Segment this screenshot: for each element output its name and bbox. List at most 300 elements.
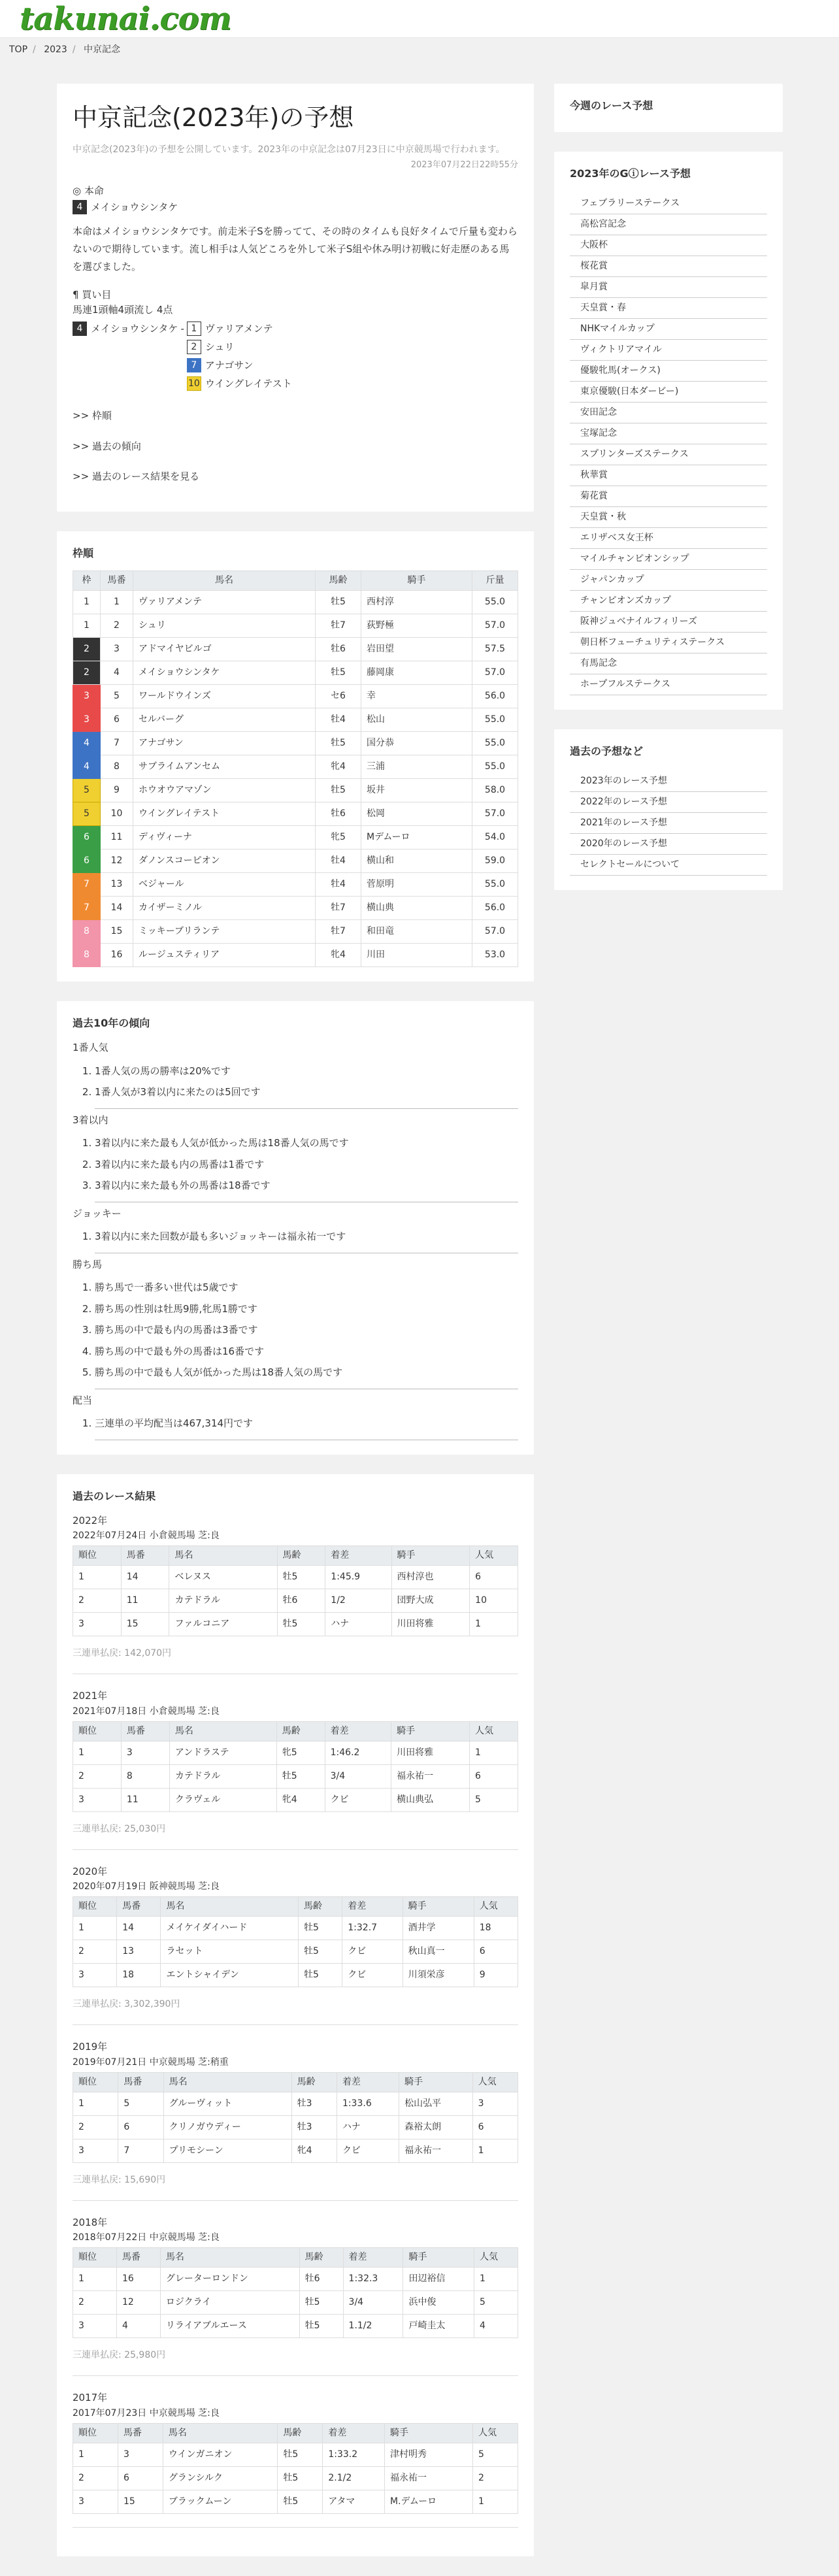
result-info: 2019年07月21日 中京競馬場 芝:稍重	[73, 2056, 229, 2068]
table-cell: 1:33.2	[323, 2443, 385, 2466]
table-cell: ラセット	[161, 1940, 299, 1964]
table-cell: 牡6	[277, 1589, 325, 1613]
table-cell: 14	[121, 1566, 169, 1589]
table-cell: 8	[73, 944, 101, 967]
table-cell: 55.0	[472, 591, 518, 614]
trend-item: 3. 勝ち馬の中で最も内の馬番は3番です	[95, 1319, 518, 1341]
table-cell: クビ	[325, 1788, 391, 1811]
trend-category-name: 勝ち馬	[73, 1258, 103, 1270]
table-row	[73, 685, 518, 708]
entries-card	[57, 531, 534, 982]
result-col: 人気	[470, 1546, 518, 1566]
honmei-name: メイショウシンタケ	[91, 201, 178, 213]
result-col: 馬齢	[276, 1721, 325, 1741]
main-content	[57, 84, 534, 2576]
table-cell: 57.0	[472, 614, 518, 638]
table-row	[73, 661, 518, 685]
table-row	[73, 1589, 518, 1613]
result-col: 順位	[73, 2072, 118, 2092]
result-col: 着差	[343, 2248, 403, 2268]
partner-name: シュリ	[205, 340, 235, 353]
col-name: 馬名	[133, 571, 316, 591]
trend-item: 5. 勝ち馬の中で最も人気が低かった馬は18番人気の馬です	[95, 1362, 518, 1383]
table-cell: 11	[121, 1788, 169, 1811]
table-cell: 3	[73, 1788, 122, 1811]
result-col: 着差	[323, 2423, 385, 2443]
table-cell: 牝4	[276, 1788, 325, 1811]
table-cell: メイショウシンタケ	[133, 661, 316, 685]
table-cell: 1	[472, 2139, 518, 2162]
result-col: 馬名	[163, 2072, 291, 2092]
table-cell: ワールドウインズ	[133, 685, 316, 708]
link-trends[interactable]: >> 過去の傾向	[73, 440, 141, 452]
table-row	[73, 2291, 518, 2315]
table-cell: プリモシーン	[163, 2139, 291, 2162]
result-col: 着差	[337, 2072, 399, 2092]
col-number: 馬番	[101, 571, 133, 591]
table-cell: ベレヌス	[169, 1566, 277, 1589]
g1-card	[554, 152, 783, 710]
table-cell: 56.0	[472, 685, 518, 708]
results-list	[73, 1513, 518, 2528]
table-row	[73, 1964, 518, 1987]
table-cell: 11	[121, 1589, 169, 1613]
weekly-card	[554, 84, 783, 132]
trends-heading: 過去10年の傾向	[73, 1017, 150, 1029]
table-cell: メイケイダイハード	[161, 1917, 299, 1940]
table-cell: 福永祐一	[399, 2139, 472, 2162]
table-cell: Mデムーロ	[361, 826, 472, 850]
result-col: 人気	[470, 1721, 518, 1741]
table-cell: シュリ	[133, 614, 316, 638]
sidebar-link[interactable]: 桜花賞	[570, 256, 767, 277]
payout: 三連単払戻: 3,302,390円	[73, 1999, 180, 2009]
sidebar-link[interactable]: ホープフルステークス	[570, 674, 767, 695]
result-table	[73, 1896, 518, 1987]
result-col: 馬番	[121, 1721, 169, 1741]
table-cell: 14	[117, 1917, 161, 1940]
col-age: 馬齢	[316, 571, 361, 591]
result-table	[73, 1545, 518, 1636]
table-cell: 18	[474, 1917, 518, 1940]
table-cell: 54.0	[472, 826, 518, 850]
table-cell: 牝5	[276, 1741, 325, 1764]
table-cell: 1	[73, 614, 101, 638]
result-col: 順位	[73, 1721, 122, 1741]
sidebar-link[interactable]: 2023年のレース予想	[570, 771, 767, 792]
honmei-horse	[73, 198, 518, 216]
table-cell: ベジャール	[133, 873, 316, 897]
sidebar-link[interactable]: 阪神ジュベナイルフィリーズ	[570, 612, 767, 633]
table-cell: 2	[73, 1764, 122, 1788]
table-row	[73, 826, 518, 850]
trend-item: 1. 勝ち馬で一番多い世代は5歳です	[95, 1277, 518, 1298]
table-row	[73, 1940, 518, 1964]
results-card	[57, 1474, 534, 2556]
sidebar-link[interactable]: 宝塚記念	[570, 423, 767, 444]
section-links	[73, 408, 518, 484]
result-col: 馬名	[160, 2248, 299, 2268]
breadcrumb-year[interactable]: 2023	[44, 44, 67, 55]
table-cell: ウイングレイテスト	[133, 802, 316, 826]
table-cell: 1	[73, 2268, 117, 2291]
payout: 三連単払戻: 25,030円	[73, 1823, 166, 1834]
table-cell: グランシルク	[163, 2466, 278, 2490]
table-cell: 牡7	[316, 920, 361, 944]
trend-item: 1. 3着以内に来た最も人気が低かった馬は18番人気の馬です	[95, 1132, 518, 1154]
ticket-icon: ¶	[73, 289, 79, 301]
sidebar-link[interactable]: 高松宮記念	[570, 214, 767, 235]
table-row	[73, 2466, 518, 2490]
result-col: 馬齢	[299, 1897, 342, 1917]
table-cell: アドマイヤビルゴ	[133, 638, 316, 661]
sidebar-link[interactable]: 2020年のレース予想	[570, 834, 767, 855]
table-cell: 15	[101, 920, 133, 944]
table-cell: 15	[118, 2490, 163, 2513]
table-cell: 1	[73, 2443, 118, 2466]
result-col: 騎手	[391, 1721, 470, 1741]
table-cell: クビ	[342, 1964, 403, 1987]
trend-item: 2. 3着以内に来た最も内の馬番は1番です	[95, 1154, 518, 1176]
table-cell: 牡5	[278, 2490, 323, 2513]
table-cell: セ6	[316, 685, 361, 708]
table-cell: 2	[473, 2466, 518, 2490]
table-cell: 川田	[361, 944, 472, 967]
table-cell: 5	[473, 2443, 518, 2466]
link-results[interactable]: >> 過去のレース結果を見る	[73, 471, 200, 483]
sidebar-link[interactable]: 東京優駿(日本ダービー)	[570, 382, 767, 403]
table-cell: 6	[101, 708, 133, 732]
sidebar-link[interactable]: 大阪杯	[570, 235, 767, 256]
table-cell: 7	[118, 2139, 163, 2162]
result-col: 騎手	[391, 1546, 470, 1566]
table-cell: 6	[118, 2466, 163, 2490]
table-cell: 横山典弘	[391, 1788, 470, 1811]
table-cell: 2	[73, 2466, 118, 2490]
table-cell: 横山和	[361, 850, 472, 873]
table-row	[73, 2268, 518, 2291]
table-cell: 53.0	[472, 944, 518, 967]
result-col: 馬番	[121, 1546, 169, 1566]
result-block	[73, 1864, 518, 2026]
table-cell: 55.0	[472, 732, 518, 755]
table-cell: 12	[116, 2291, 160, 2315]
result-col: 馬齢	[299, 2248, 343, 2268]
table-cell: サブライムアンセム	[133, 755, 316, 779]
table-cell: 2	[101, 614, 133, 638]
table-cell: 松岡	[361, 802, 472, 826]
table-cell: 牡5	[316, 591, 361, 614]
g1-heading: 2023年のGⓘレース予想	[570, 167, 691, 180]
table-cell: 13	[117, 1940, 161, 1964]
table-cell: 2	[73, 661, 101, 685]
table-cell: 牡4	[316, 708, 361, 732]
table-cell: 牡6	[316, 802, 361, 826]
table-cell: 岩田望	[361, 638, 472, 661]
sidebar-link[interactable]: エリザベス女王杯	[570, 528, 767, 549]
link-entries[interactable]: >> 枠順	[73, 410, 112, 422]
sidebar-link[interactable]: マイルチャンピオンシップ	[570, 549, 767, 570]
horse-number-badge: 1	[187, 322, 201, 336]
result-table	[73, 1721, 518, 1812]
table-cell: カテドラル	[169, 1764, 276, 1788]
sidebar-link[interactable]: 朝日杯フューチュリティステークス	[570, 633, 767, 653]
table-cell: 秋山真一	[403, 1940, 474, 1964]
trend-category-name: 配当	[73, 1394, 93, 1406]
site-logo[interactable]: takunai.com	[20, 1, 231, 37]
sidebar-link[interactable]: NHKマイルカップ	[570, 319, 767, 340]
table-cell: 戸崎圭太	[403, 2315, 474, 2338]
table-cell: 13	[101, 873, 133, 897]
site-header	[0, 0, 839, 38]
result-year: 2021年	[73, 1690, 108, 1702]
sidebar-link[interactable]: 秋華賞	[570, 465, 767, 486]
trend-category-name: 1番人気	[73, 1042, 108, 1053]
table-cell: 3	[73, 2139, 118, 2162]
table-cell: 団野大成	[391, 1589, 470, 1613]
result-col: 順位	[73, 2423, 118, 2443]
table-cell: クビ	[337, 2139, 399, 2162]
trend-items	[95, 1226, 518, 1253]
table-cell: 3	[73, 1613, 122, 1636]
table-cell: 2.1/2	[323, 2466, 385, 2490]
weekly-heading[interactable]: 今週のレース予想	[570, 99, 653, 112]
table-cell: 津村明秀	[385, 2443, 473, 2466]
table-cell: 3	[101, 638, 133, 661]
result-col: 騎手	[385, 2423, 473, 2443]
trend-item: 1. 1番人気の馬の勝率は20%です	[95, 1061, 518, 1082]
sidebar-link[interactable]: 優駿牝馬(オークス)	[570, 361, 767, 382]
table-row	[73, 2315, 518, 2338]
table-cell: 3	[73, 2490, 118, 2513]
trend-item: 4. 勝ち馬の中で最も外の馬番は16番です	[95, 1341, 518, 1362]
breadcrumb-top[interactable]: TOP	[9, 44, 28, 55]
entries-table	[73, 570, 518, 967]
table-cell: ロジクライ	[160, 2291, 299, 2315]
result-col: 順位	[73, 1546, 122, 1566]
table-cell: ファルコニア	[169, 1613, 277, 1636]
table-cell: リライアブルエース	[160, 2315, 299, 2338]
result-block	[73, 1689, 518, 1850]
table-cell: 11	[101, 826, 133, 850]
table-cell: 松山弘平	[399, 2092, 472, 2115]
table-cell: グルーヴィット	[163, 2092, 291, 2115]
table-cell: 18	[117, 1964, 161, 1987]
table-cell: 9	[101, 779, 133, 802]
table-cell: 15	[121, 1613, 169, 1636]
table-cell: 酒井学	[403, 1917, 474, 1940]
table-cell: 16	[101, 944, 133, 967]
prediction-card	[57, 84, 534, 512]
table-cell: 牡5	[299, 2291, 343, 2315]
table-row	[73, 614, 518, 638]
table-cell: 59.0	[472, 850, 518, 873]
bet-type: 馬連1頭軸4頭流し 4点	[73, 303, 173, 316]
trend-item: 2. 1番人気が3着以内に来たのは5回です	[95, 1082, 518, 1103]
sidebar-link[interactable]: ジャパンカップ	[570, 570, 767, 591]
table-cell: 菅原明	[361, 873, 472, 897]
table-cell: ハナ	[325, 1613, 391, 1636]
table-cell: 三浦	[361, 755, 472, 779]
result-info: 2017年07月23日 中京競馬場 芝:良	[73, 2407, 220, 2419]
sidebar-link[interactable]: 安田記念	[570, 403, 767, 423]
table-cell: 牡3	[291, 2115, 337, 2139]
table-cell: 牡5	[299, 2315, 343, 2338]
table-cell: 川須栄彦	[403, 1964, 474, 1987]
result-col: 騎手	[403, 2248, 474, 2268]
col-weight: 斤量	[472, 571, 518, 591]
table-cell: 10	[470, 1589, 518, 1613]
table-cell: 1/2	[325, 1589, 391, 1613]
payout: 三連単払戻: 15,690円	[73, 2174, 166, 2185]
table-cell: 1:32.3	[343, 2268, 403, 2291]
page-title: 中京記念(2023年)の予想	[73, 103, 354, 132]
table-cell: 1	[73, 591, 101, 614]
table-row	[73, 2115, 518, 2139]
table-cell: 牡5	[316, 661, 361, 685]
table-cell: 5	[73, 779, 101, 802]
table-cell: カテドラル	[169, 1589, 277, 1613]
table-cell: 1:46.2	[325, 1741, 391, 1764]
table-cell: 牡7	[316, 614, 361, 638]
table-cell: 1	[470, 1613, 518, 1636]
table-cell: 藤岡康	[361, 661, 472, 685]
table-cell: 6	[73, 850, 101, 873]
table-cell: M.デムーロ	[385, 2490, 473, 2513]
star-icon: ◎	[73, 184, 82, 197]
table-row	[73, 944, 518, 967]
table-cell: 6	[118, 2115, 163, 2139]
table-cell: 3	[472, 2092, 518, 2115]
table-cell: 牡5	[299, 1917, 342, 1940]
table-cell: 1	[101, 591, 133, 614]
result-col: 人気	[474, 1897, 518, 1917]
table-cell: 57.0	[472, 661, 518, 685]
table-cell: 牡5	[276, 1764, 325, 1788]
table-cell: 3	[73, 708, 101, 732]
result-year: 2017年	[73, 2392, 108, 2403]
table-cell: 2	[73, 638, 101, 661]
past-heading: 過去の予想など	[570, 745, 644, 757]
table-row	[73, 2490, 518, 2513]
table-cell: 牡6	[299, 2268, 343, 2291]
table-cell: 5	[73, 802, 101, 826]
sidebar-link[interactable]: 天皇賞・春	[570, 298, 767, 319]
table-cell: ウインガニオン	[163, 2443, 278, 2466]
result-info: 2020年07月19日 阪神競馬場 芝:良	[73, 1881, 220, 1892]
table-cell: カイザーミノル	[133, 897, 316, 920]
table-row	[73, 802, 518, 826]
table-cell: 8	[121, 1764, 169, 1788]
article-date: 2023年07月22日22時55分	[410, 160, 518, 171]
sidebar-link[interactable]: セレクトセールについて	[570, 855, 767, 876]
col-jockey: 騎手	[361, 571, 472, 591]
table-cell: 6	[73, 826, 101, 850]
table-cell: 牡5	[299, 1964, 342, 1987]
table-cell: 牡5	[316, 732, 361, 755]
result-col: 馬名	[161, 1897, 299, 1917]
result-info: 2022年07月24日 小倉競馬場 芝:良	[73, 1530, 220, 1541]
sidebar-link[interactable]: 有馬記念	[570, 653, 767, 674]
table-row	[73, 1788, 518, 1811]
table-cell: 7	[73, 873, 101, 897]
table-row	[73, 850, 518, 873]
result-col: 騎手	[403, 1897, 474, 1917]
sidebar-link[interactable]: チャンピオンズカップ	[570, 591, 767, 612]
table-cell: 福永祐一	[391, 1764, 470, 1788]
sidebar-link[interactable]: 菊花賞	[570, 486, 767, 507]
table-cell: ミッキーブリランテ	[133, 920, 316, 944]
table-row	[73, 873, 518, 897]
table-cell: 荻野極	[361, 614, 472, 638]
table-cell: セルバーグ	[133, 708, 316, 732]
table-cell: 福永祐一	[385, 2466, 473, 2490]
table-cell: 幸	[361, 685, 472, 708]
table-row	[73, 2443, 518, 2466]
sidebar-link[interactable]: スプリンターズステークス	[570, 444, 767, 465]
past-card	[554, 729, 783, 890]
result-col: 人気	[472, 2072, 518, 2092]
col-frame: 枠	[73, 571, 101, 591]
table-row	[73, 732, 518, 755]
table-cell: クラヴェル	[169, 1788, 276, 1811]
result-info: 2021年07月18日 小倉競馬場 芝:良	[73, 1706, 220, 1717]
result-year: 2019年	[73, 2041, 108, 2053]
sidebar-link[interactable]: ヴィクトリアマイル	[570, 340, 767, 361]
trend-category	[73, 1206, 518, 1253]
table-cell: ハナ	[337, 2115, 399, 2139]
table-cell: 川田将雅	[391, 1613, 470, 1636]
table-cell: 6	[470, 1764, 518, 1788]
result-year: 2022年	[73, 1514, 108, 1527]
trend-category	[73, 1040, 518, 1109]
partner-name: ヴァリアメンテ	[205, 322, 273, 335]
result-info: 2018年07月22日 中京競馬場 芝:良	[73, 2232, 220, 2243]
table-cell: 10	[101, 802, 133, 826]
table-cell: 西村淳也	[391, 1566, 470, 1589]
entries-heading: 枠順	[73, 547, 94, 559]
sidebar-link[interactable]: 天皇賞・秋	[570, 507, 767, 528]
table-cell: 4	[101, 661, 133, 685]
table-cell: 牡5	[299, 1940, 342, 1964]
table-cell: 牡4	[316, 873, 361, 897]
table-cell: 森裕太朗	[399, 2115, 472, 2139]
sidebar-link[interactable]: 皐月賞	[570, 277, 767, 298]
trend-items	[95, 1277, 518, 1389]
table-cell: 4	[73, 755, 101, 779]
table-cell: クリノガウディー	[163, 2115, 291, 2139]
table-cell: 3	[73, 2315, 117, 2338]
table-cell: 1	[473, 2490, 518, 2513]
table-cell: 14	[101, 897, 133, 920]
table-cell: 8	[101, 755, 133, 779]
table-cell: 4	[73, 732, 101, 755]
table-cell: 牡5	[277, 1613, 325, 1636]
table-cell: 1	[474, 2268, 518, 2291]
table-cell: 牡5	[277, 1566, 325, 1589]
sidebar-link[interactable]: フェブラリーステークス	[570, 193, 767, 214]
table-cell: 3/4	[325, 1764, 391, 1788]
table-cell: 1.1/2	[343, 2315, 403, 2338]
result-col: 馬齢	[291, 2072, 337, 2092]
sidebar-link[interactable]: 2021年のレース予想	[570, 813, 767, 834]
sidebar-link[interactable]: 2022年のレース予想	[570, 792, 767, 813]
table-cell: 9	[474, 1964, 518, 1987]
table-cell: 3/4	[343, 2291, 403, 2315]
table-cell: 田辺裕信	[403, 2268, 474, 2291]
table-row	[73, 2092, 518, 2115]
trend-category	[73, 1393, 518, 1440]
